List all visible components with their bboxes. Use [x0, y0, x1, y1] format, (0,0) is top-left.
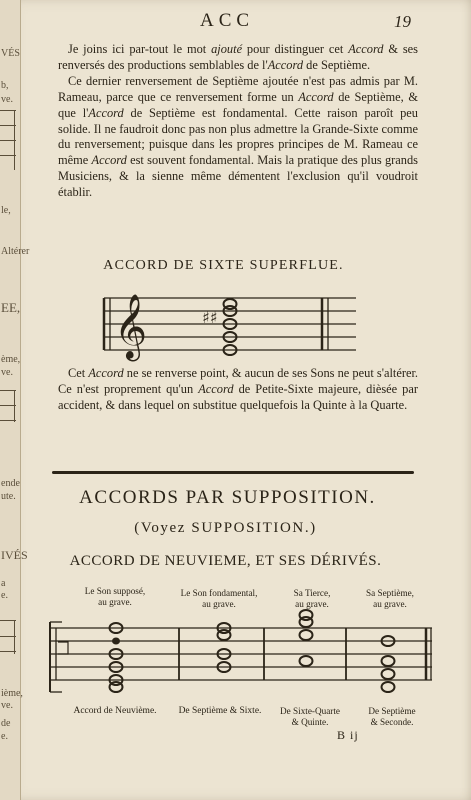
heading-sixte-superflue: ACCORD DE SIXTE SUPERFLUE.	[103, 258, 344, 273]
paragraph-3	[58, 366, 418, 414]
prev-fragment: e.	[1, 590, 8, 601]
label-septieme-seconde: De Septième & Seconde.	[368, 706, 416, 727]
text-italic: Accord	[267, 57, 304, 72]
text: Je joins ici par-tout le mot	[68, 42, 212, 56]
prev-fragment: ve.	[1, 700, 13, 711]
text: Cet	[68, 366, 89, 380]
label-sixte-quarte: De Sixte-Quarte & Quinte.	[280, 706, 340, 727]
label-sa-septieme: Sa Septième, au grave.	[366, 588, 414, 609]
page-number: 19	[394, 12, 411, 31]
sharp-icon: ♯♯	[202, 308, 218, 327]
text-italic: ajouté	[211, 42, 243, 56]
text: Ce dernier renversement de Septième ajoutée n'est pas admis par M. Rameau, parce que ce renversement forme un	[58, 73, 418, 104]
text-italic: Accord	[88, 105, 124, 120]
text: pour distinguer cet	[242, 42, 349, 56]
label-sa-tierce: Sa Tierce, au grave.	[293, 588, 331, 609]
prev-fragment: EE,	[1, 300, 21, 315]
heading-supposition: ACCORDS PAR SUPPOSITION.	[79, 487, 376, 508]
text-italic: Accord	[348, 42, 384, 56]
text-italic: Accord	[298, 89, 334, 104]
text: de Petite-Sixte majeure, dièsée par accident, & dans lequel on substitue quelquefois la Quinte à la Quarte.	[58, 381, 418, 412]
heading-voyez: (Voyez SUPPOSITION.)	[134, 520, 317, 536]
previous-page-edge	[0, 0, 30, 800]
music-example-neuvieme	[46, 612, 436, 696]
text: est souvent fondamental. Mais la pratique des plus grands Musiciens, & la sienne même démentent l'exclusion qu'il voudroit établir.	[58, 153, 418, 200]
prev-fragment: de	[1, 718, 11, 729]
prev-fragment: le,	[1, 205, 11, 216]
prev-fragment: IVÉS	[1, 548, 28, 562]
catchword: B ij	[337, 728, 359, 742]
text-italic: Accord	[88, 366, 124, 380]
section-divider	[52, 471, 414, 474]
treble-clef-icon: 𝄞	[114, 294, 148, 359]
running-head	[0, 10, 471, 36]
text: & ses renversés des productions semblables de l'	[58, 42, 418, 72]
prev-fragment: ende	[1, 478, 20, 489]
prev-fragment: VÉS	[1, 48, 20, 59]
text: ne se renverse point, & aucun de ses Sons ne peut s'altérer. Ce n'est proprement qu'un	[58, 366, 418, 396]
text: de Septième est fondamental. Cette raison paroît peu solide. Il ne faudroit donc pas non plus admettre la Grande-Sixte comme du renversement; puisque dans les propres principes de M. Rameau ce même	[58, 105, 418, 168]
label-son-suppose: Le Son supposé, au grave.	[84, 586, 146, 607]
running-head-title: ACC	[200, 10, 255, 31]
label-accord-neuvieme: Accord de Neuvième.	[73, 706, 157, 716]
prev-fragment: ième,	[1, 688, 23, 699]
prev-fragment: b,	[1, 80, 9, 91]
prev-fragment: ve.	[1, 367, 13, 378]
text-italic: Accord	[91, 153, 127, 168]
text: de Septième.	[303, 57, 371, 72]
prev-fragment: Altérer	[1, 246, 30, 257]
prev-fragment: e.	[1, 731, 8, 742]
music-example-sixte	[100, 288, 360, 360]
label-son-fondamental: Le Son fondamental, au grave.	[180, 588, 258, 609]
heading-neuvieme: ACCORD DE NEUVIEME, ET SES DÉRIVÉS.	[69, 553, 382, 569]
prev-fragment: ve.	[1, 94, 13, 105]
paragraph-1	[58, 42, 418, 201]
prev-fragment: ute.	[1, 491, 16, 502]
text-italic: Accord	[198, 381, 234, 396]
text: de Septième, & que l'	[58, 89, 418, 120]
prev-fragment: ème,	[1, 354, 21, 365]
prev-fragment: a	[1, 578, 6, 589]
label-septieme-sixte: De Septième & Sixte.	[178, 706, 262, 716]
